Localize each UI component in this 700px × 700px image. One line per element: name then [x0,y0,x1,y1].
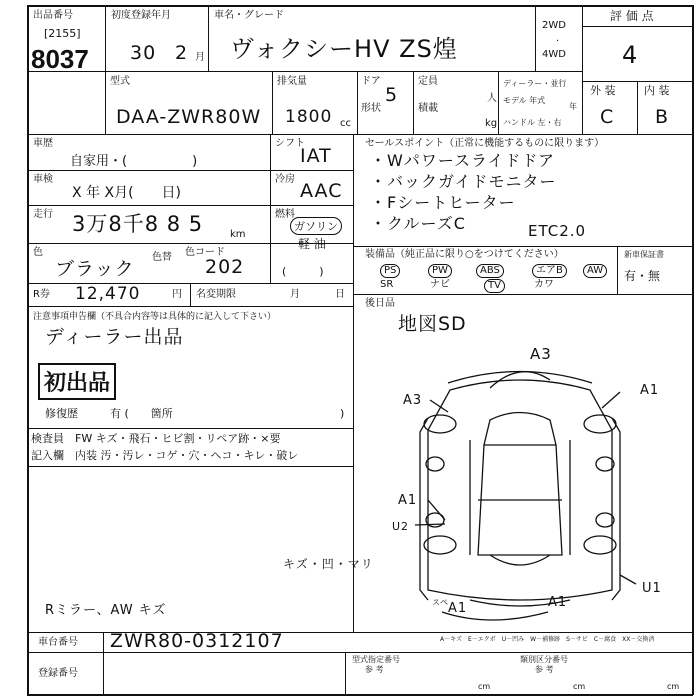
sales-label: セールスポイント（正常に機能するものに限ります） [365,138,605,149]
reg-month: 2 [175,42,189,64]
notes-value: ディーラー出品 [45,326,184,348]
tax-label: R券 [33,289,50,300]
fuel-gas: ガソリン [290,217,342,235]
name-label: 車名・グレード [214,10,284,21]
color-code-label: 色コード [185,247,225,258]
warranty-value: 有・無 [624,269,661,283]
legend: A－キズ E－エクボ U－凹み W－補修跡 S－サビ C－腐食 XX－交換済 [440,636,655,643]
repair-label: 修復歴 [45,407,78,420]
equipment-label: 装備品（純正品に限り○をつけてください） [365,249,564,260]
model-value: DAA-ZWR80W [116,106,262,128]
lot-sub: [2155] [44,27,81,40]
reg-label: 初度登録年月 [111,10,171,21]
mileage-unit: km [230,229,246,240]
fuel-diesel: 軽 油 [298,237,326,251]
equip-navi: ナビ [430,279,450,290]
inspect-label: 車検 [33,174,53,185]
equip-airb: エアB [532,264,567,278]
equip-tv: TV [484,279,505,293]
shift-value: IAT [300,145,332,167]
color-code-value: 202 [205,256,245,278]
aircon-value: AAC [300,180,343,202]
int-value: B [655,106,670,128]
reg-year: 30 [130,42,157,64]
color-value: ブラック [55,258,135,280]
sales-point: ・Fシートヒーター [370,193,516,212]
type-ref: 参 考 [365,665,384,674]
tax-value: 12,470 [75,284,141,304]
color-label: 色 [33,247,43,258]
aircon-label: 冷房 [275,174,295,185]
capacity-unit: 人 [487,93,497,104]
equip-pw: PW [428,264,452,278]
damage-mark: A1 [448,601,468,616]
repair-close: ) [340,407,345,420]
equip-ps: PS [380,264,400,278]
type-no-label: 型式指定番号 [352,655,400,664]
notes-label: 注意事項申告欄（不具合内容等は具体的に記入して下さい） [33,312,277,322]
sales-point: ・バックガイドモニター [370,172,557,191]
date-day: 日 [335,289,345,300]
load-unit: kg [485,118,498,129]
history-value: 自家用・( ) [70,154,198,169]
later-value: 地図SD [398,313,467,335]
dealer-label: ディーラー・並行 [503,79,567,88]
lot-number: 8037 [31,44,89,74]
capacity-label: 定員 [418,76,438,87]
date-month: 月 [290,289,300,300]
chassis-value: ZWR80-0312107 [110,630,284,652]
model-year-unit: 年 [569,102,577,111]
damage-mark: U1 [642,581,662,596]
eval-label: 評 価 点 [610,9,654,23]
fuel-label: 燃料 [275,209,295,220]
int-label: 内 装 [644,84,670,97]
load-label: 積載 [418,103,438,114]
date-label: 名変期限 [196,289,236,300]
ext-value: C [600,106,615,128]
sales-etc: ETC2.0 [528,222,587,240]
reg-month-unit: 月 [195,52,205,63]
damage-mark: A3 [403,393,423,408]
sales-point: ・Wパワースライドドア [370,151,556,170]
chassis-label: 車台番号 [38,637,78,648]
shift-label: シフト [275,138,305,149]
diagram-note: キズ・凹・マリ [283,557,374,571]
damage-mark: U2 [392,520,410,533]
equip-leather: カワ [534,279,554,290]
disp-unit: cc [340,118,351,129]
reg-no-label: 登録番号 [38,668,78,679]
damage-mark: A3 [530,345,552,363]
eval-score: 4 [622,41,639,69]
equip-sr: SR [380,279,394,290]
door-label: ドア [361,76,381,87]
first-listing-stamp: 初出品 [38,363,116,400]
model-year-label: モデル 年式 [503,96,546,105]
disp-label: 排気量 [277,76,307,87]
inspector-label-2: 記入欄 [31,449,64,462]
color-code-paren: ( ) [282,265,324,278]
ext-label: 外 装 [590,84,616,97]
inspector-row-2: 内装 汚・汚レ・コゲ・穴・ヘコ・キレ・破レ [75,449,299,462]
color-change-label: 色替 [152,252,172,263]
drive-2wd: 2WD [542,20,566,31]
spare-mark: スペ [432,598,448,607]
cm-unit: cm [667,682,680,691]
damage-mark: A1 [640,383,660,398]
sales-point: ・クルーズC [370,214,466,233]
cm-unit: cm [573,682,586,691]
equip-abs: ABS [476,264,504,278]
door-value: 5 [385,84,399,106]
later-label: 後日品 [365,298,395,309]
class-no-label: 類別区分番号 [520,655,568,664]
bottom-note: Rミラー、AW キズ [45,603,167,618]
model-label: 型式 [110,76,130,87]
inspect-value: X 年 X月( 日) [72,185,182,201]
drive-4wd: 4WD [542,49,566,60]
car-name: ヴォクシーHV ZS煌 [230,35,458,63]
inspector-row-1: FW キズ・飛石・ヒビ割・リペア跡・×要 [75,432,281,445]
history-label: 車歴 [33,138,53,149]
damage-mark: A1 [398,493,418,508]
inspector-label-1: 検査員 [31,432,64,445]
class-ref: 参 考 [535,665,554,674]
handle-label: ハンドル 左・右 [503,118,562,127]
equip-aw: AW [583,264,607,278]
disp-value: 1800 [285,107,333,127]
tax-unit: 円 [172,289,182,300]
cm-unit: cm [478,682,491,691]
lot-label: 出品番号 [33,10,73,21]
mileage-value: 3万8千8 8 5 [72,212,204,236]
mileage-label: 走行 [33,209,53,220]
repair-value: 有 ( 箇所 [110,407,173,420]
shape-label: 形状 [361,103,381,114]
warranty-label: 新車保証書 [624,250,664,259]
damage-mark: A1 [548,595,568,610]
drive-dot: · [556,36,560,47]
